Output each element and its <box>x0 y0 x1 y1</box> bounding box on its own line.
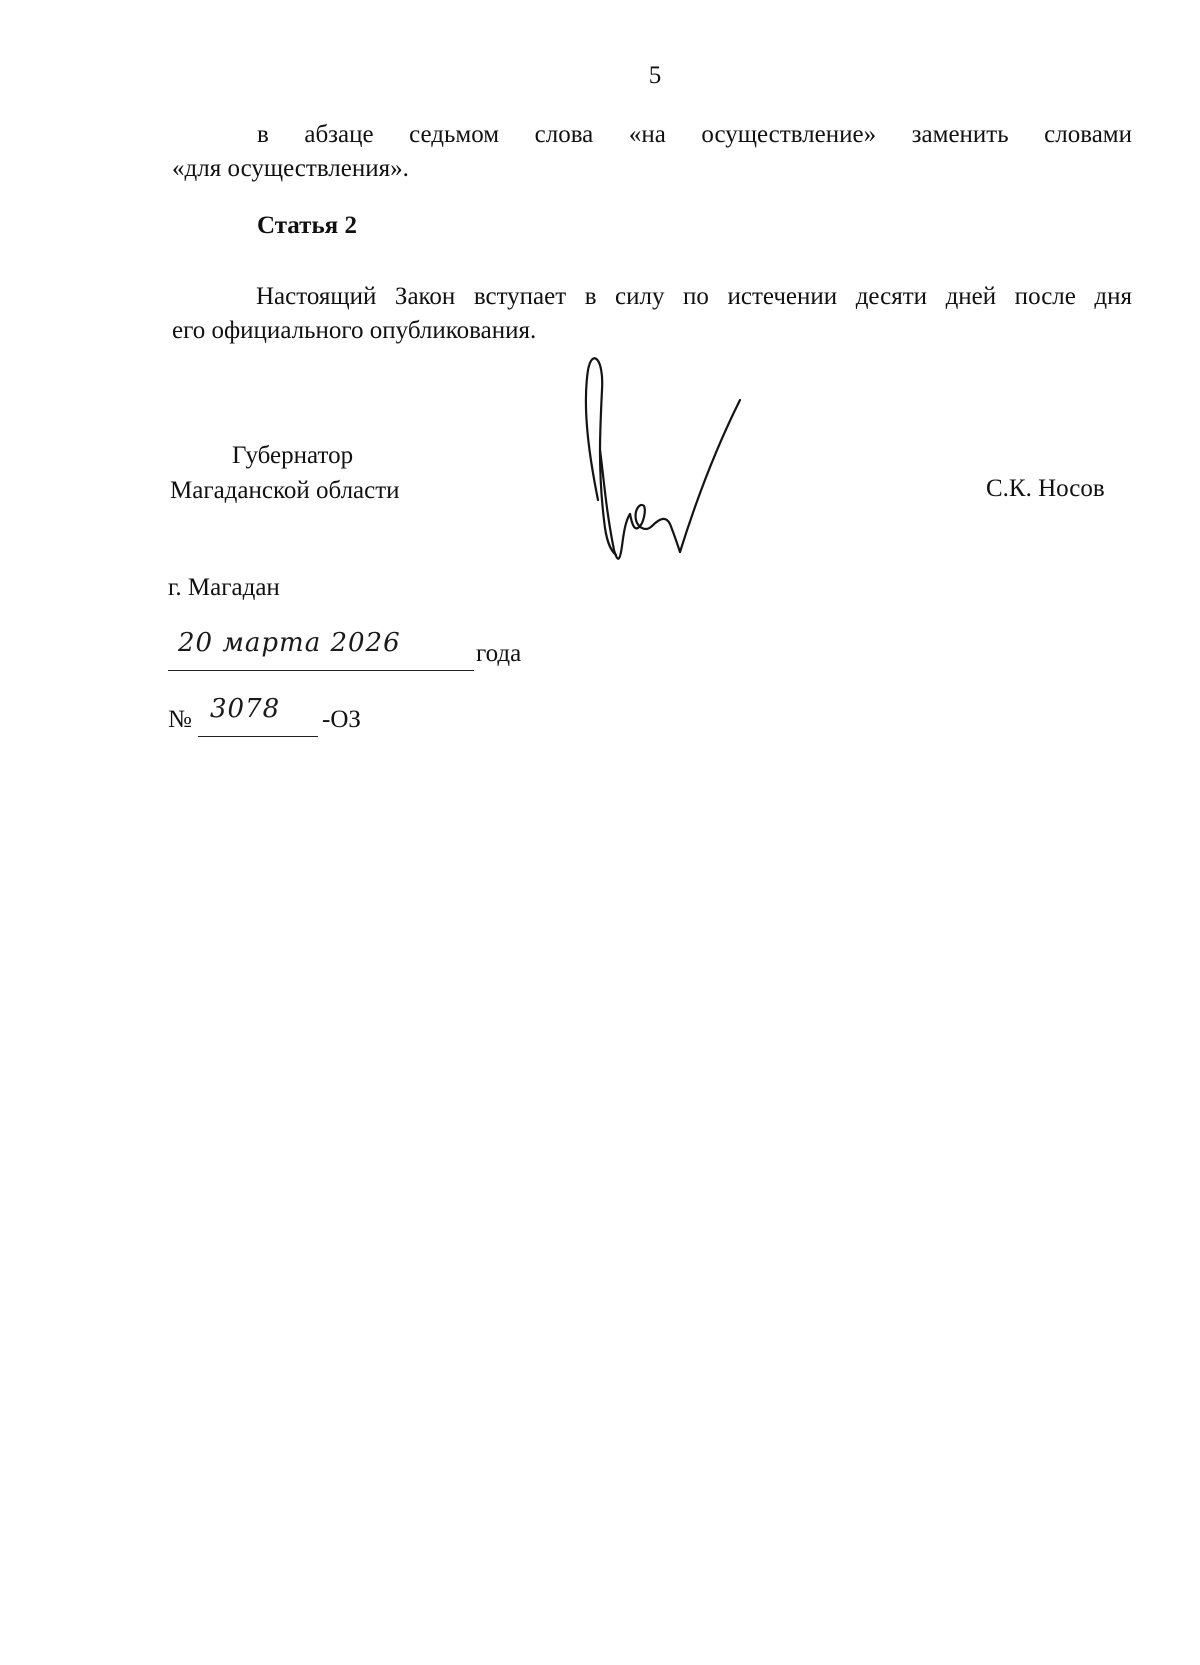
city-of-signing: г. Магадан <box>168 574 280 601</box>
number-sign: № <box>168 706 192 733</box>
entry-into-force-line-1: Настоящий Закон вступает в силу по истечении десяти дней после дня <box>256 283 1132 310</box>
handwritten-law-number: 3078 <box>210 694 281 724</box>
entry-into-force-line-2: его официального опубликования. <box>172 317 537 344</box>
entry-into-force-paragraph <box>172 280 1132 348</box>
page-number: 5 <box>648 62 662 89</box>
governor-title-line-1: Губернатор <box>232 442 354 469</box>
governor-title-line-2: Магаданской области <box>170 477 400 504</box>
law-number-suffix: -ОЗ <box>322 706 361 733</box>
signing-date <box>168 628 668 674</box>
amendment-paragraph-line-2: «для осуществления». <box>172 155 409 182</box>
amendment-paragraph-line-1: в абзаце седьмом слова «на осуществление» заменить словами <box>257 121 1132 148</box>
article-heading: Статья 2 <box>257 212 357 239</box>
law-number <box>168 694 468 740</box>
date-suffix: года <box>476 640 522 667</box>
governor-name: С.К. Носов <box>986 475 1105 502</box>
governor-title <box>170 438 400 508</box>
handwritten-date: 20 марта 2026 <box>178 628 401 658</box>
handwritten-signature <box>580 350 800 570</box>
amendment-paragraph <box>172 118 1132 186</box>
